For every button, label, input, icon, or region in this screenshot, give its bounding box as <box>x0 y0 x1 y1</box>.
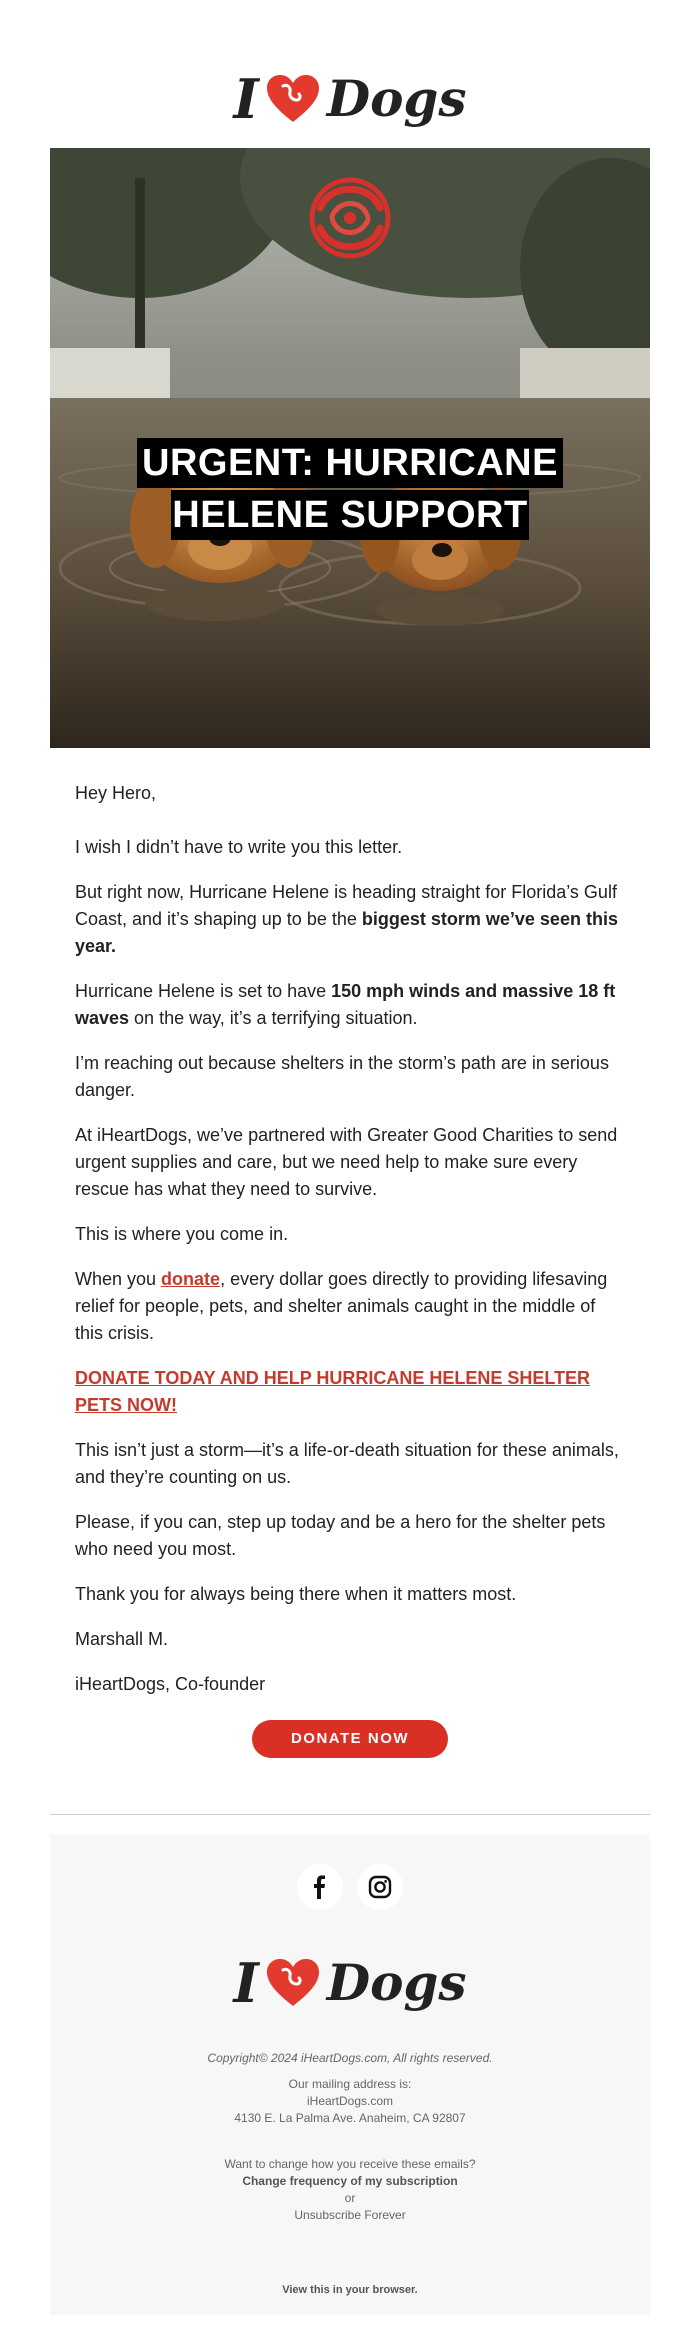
donate-now-button[interactable]: DONATE NOW <box>252 1720 448 1758</box>
signature-name: Marshall M. <box>75 1629 169 1649</box>
header-logo[interactable] <box>0 67 700 144</box>
donate-cta-link[interactable]: DONATE TODAY AND HELP HURRICANE HELENE SHELTER PETS NOW! <box>75 1368 591 1415</box>
preferences-or: or <box>344 2191 356 2205</box>
paragraph-10: Thank you for always being there when it matters most. <box>75 1584 517 1604</box>
paragraph-3-text-end: on the way, it’s a terrifying situation. <box>129 1008 418 1028</box>
heart-dog-icon <box>265 74 321 124</box>
paragraph-3-bold: 150 mph winds and massive 18 ft waves <box>75 981 616 1028</box>
hero-image[interactable] <box>50 148 650 748</box>
paragraph-5: At iHeartDogs, we’ve partnered with Greater Good Charities to send urgent supplies and care, but we need help to make sure every rescue has what they need to survive. <box>75 1125 618 1199</box>
paragraph-9: Please, if you can, step up today and be a hero for the shelter pets who need you most. <box>75 1512 606 1559</box>
footer-brand-logo[interactable] <box>233 1951 467 2015</box>
copyright: Copyright© 2024 iHeartDogs.com, All rights reserved. <box>207 2051 493 2065</box>
paragraph-3 <box>75 978 625 1032</box>
logo-letter-i: I <box>233 67 259 131</box>
mailing-address <box>50 2076 650 2127</box>
paragraph-4: I’m reaching out because shelters in the storm’s path are in serious danger. <box>75 1053 609 1100</box>
paragraph-2-text: But right now, Hurricane Helene is heading straight for Florida’s Gulf Coast, and it’s shaping up to be the <box>75 882 617 929</box>
hero-title-line1: URGENT: HURRICANE <box>137 438 563 488</box>
footer-logo-word-dogs: Dogs <box>326 1953 467 2012</box>
mailing-name: iHeartDogs.com <box>306 2094 394 2108</box>
social-links <box>50 1864 650 1910</box>
footer-heart-dog-icon <box>265 1958 321 2008</box>
letter-body <box>75 780 625 1716</box>
paragraph-7-text: When you <box>75 1269 162 1289</box>
hero-title-line2: HELENE SUPPORT <box>171 490 529 540</box>
preferences-question: Want to change how you receive these emails? <box>224 2157 476 2171</box>
instagram-icon <box>368 1875 392 1899</box>
facebook-link[interactable] <box>297 1864 343 1910</box>
footer-logo[interactable] <box>50 1951 650 2028</box>
paragraph-6: This is where you come in. <box>75 1224 289 1244</box>
facebook-icon <box>308 1875 332 1899</box>
signature-title: iHeartDogs, Co-founder <box>75 1674 266 1694</box>
logo-word-dogs: Dogs <box>326 69 467 128</box>
mailing-label: Our mailing address is: <box>288 2077 412 2091</box>
paragraph-7-text-end: , every dollar goes directly to providing lifesaving relief for people, pets, and shelter animals caught in the middle of this crisis. <box>75 1269 608 1343</box>
divider <box>50 1814 650 1815</box>
instagram-link[interactable] <box>357 1864 403 1910</box>
cta-paragraph <box>75 1365 625 1419</box>
mailing-street: 4130 E. La Palma Ave. Anaheim, CA 92807 <box>234 2111 466 2125</box>
view-in-browser-link[interactable]: View this in your browser. <box>282 2284 418 2296</box>
donate-inline-link[interactable]: donate <box>161 1269 221 1289</box>
paragraph-2-bold: biggest storm we’ve seen this year. <box>75 909 618 956</box>
paragraph-8: This isn’t just a storm—it’s a life-or-death situation for these animals, and they’re counting on us. <box>75 1440 619 1487</box>
paragraph-2 <box>75 879 625 960</box>
footer-logo-letter-i: I <box>233 1951 259 2015</box>
paragraph-7 <box>75 1266 625 1347</box>
brand-logo[interactable] <box>233 67 467 131</box>
paragraph-1: I wish I didn’t have to write you this letter. <box>75 837 403 857</box>
greeting: Hey Hero, <box>75 783 157 803</box>
change-frequency-link[interactable]: Change frequency of my subscription <box>242 2174 458 2188</box>
paragraph-3-text: Hurricane Helene is set to have <box>75 981 332 1001</box>
footer <box>50 1834 650 2315</box>
preferences <box>50 2156 650 2224</box>
unsubscribe-link[interactable]: Unsubscribe Forever <box>294 2208 406 2222</box>
